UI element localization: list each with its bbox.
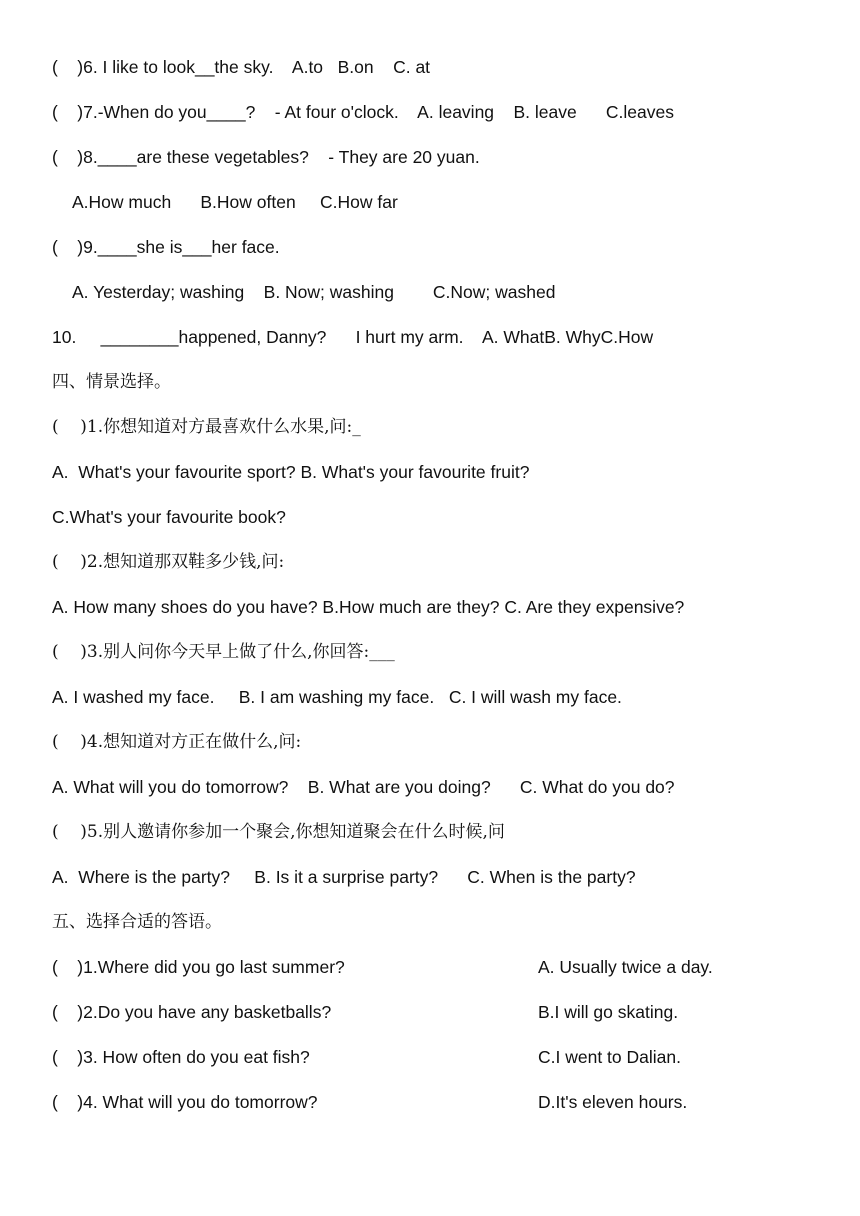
question-9: ( )9.____she is___her face. xyxy=(52,237,280,257)
match-question-4: ( )4. What will you do tomorrow? xyxy=(52,1092,318,1112)
question-6: ( )6. I like to look__the sky. A.to B.on C. at xyxy=(52,57,431,77)
question-8: ( )8.____are these vegetables? - They are 20 yuan. xyxy=(52,147,480,167)
section-4-heading: 四、情景选择。 xyxy=(52,372,171,392)
situation-2: ( )2.想知道那双鞋多少钱,问: xyxy=(52,552,285,572)
match-question-2: ( )2.Do you have any basketballs? xyxy=(52,1002,332,1022)
situation-3-options: A. I washed my face. B. I am washing my face. C. I will wash my face. xyxy=(52,687,622,707)
match-answer-d: D.It's eleven hours. xyxy=(538,1092,688,1112)
situation-1: ( )1.你想知道对方最喜欢什么水果,问:_ xyxy=(52,417,361,437)
question-10: 10. ________happened, Danny? I hurt my arm. A. WhatB. WhyC.How xyxy=(52,327,654,347)
situation-4-options: A. What will you do tomorrow? B. What are you doing? C. What do you do? xyxy=(52,777,675,797)
question-9-options: A. Yesterday; washing B. Now; washing C.Now; washed xyxy=(72,282,556,302)
situation-1-options-ab: A. What's your favourite sport? B. What's your favourite fruit? xyxy=(52,462,530,482)
match-answer-a: A. Usually twice a day. xyxy=(538,957,713,977)
situation-3: ( )3.别人问你今天早上做了什么,你回答:___ xyxy=(52,642,395,662)
question-7: ( )7.-When do you____? - At four o'clock. A. leaving B. leave C.leaves xyxy=(52,102,674,122)
match-question-3: ( )3. How often do you eat fish? xyxy=(52,1047,310,1067)
situation-4: ( )4.想知道对方正在做什么,问: xyxy=(52,732,302,752)
situation-5: ( )5.别人邀请你参加一个聚会,你想知道聚会在什么时候,问 xyxy=(52,822,505,842)
question-8-options: A.How much B.How often C.How far xyxy=(72,192,398,212)
match-question-1: ( )1.Where did you go last summer? xyxy=(52,957,345,977)
situation-2-options: A. How many shoes do you have? B.How much are they? C. Are they expensive? xyxy=(52,597,685,617)
situation-1-option-c: C.What's your favourite book? xyxy=(52,507,286,527)
match-answer-b: B.I will go skating. xyxy=(538,1002,679,1022)
situation-5-options: A. Where is the party? B. Is it a surprise party? C. When is the party? xyxy=(52,867,636,887)
section-5-heading: 五、选择合适的答语。 xyxy=(52,912,222,932)
match-answer-c: C.I went to Dalian. xyxy=(538,1047,681,1067)
